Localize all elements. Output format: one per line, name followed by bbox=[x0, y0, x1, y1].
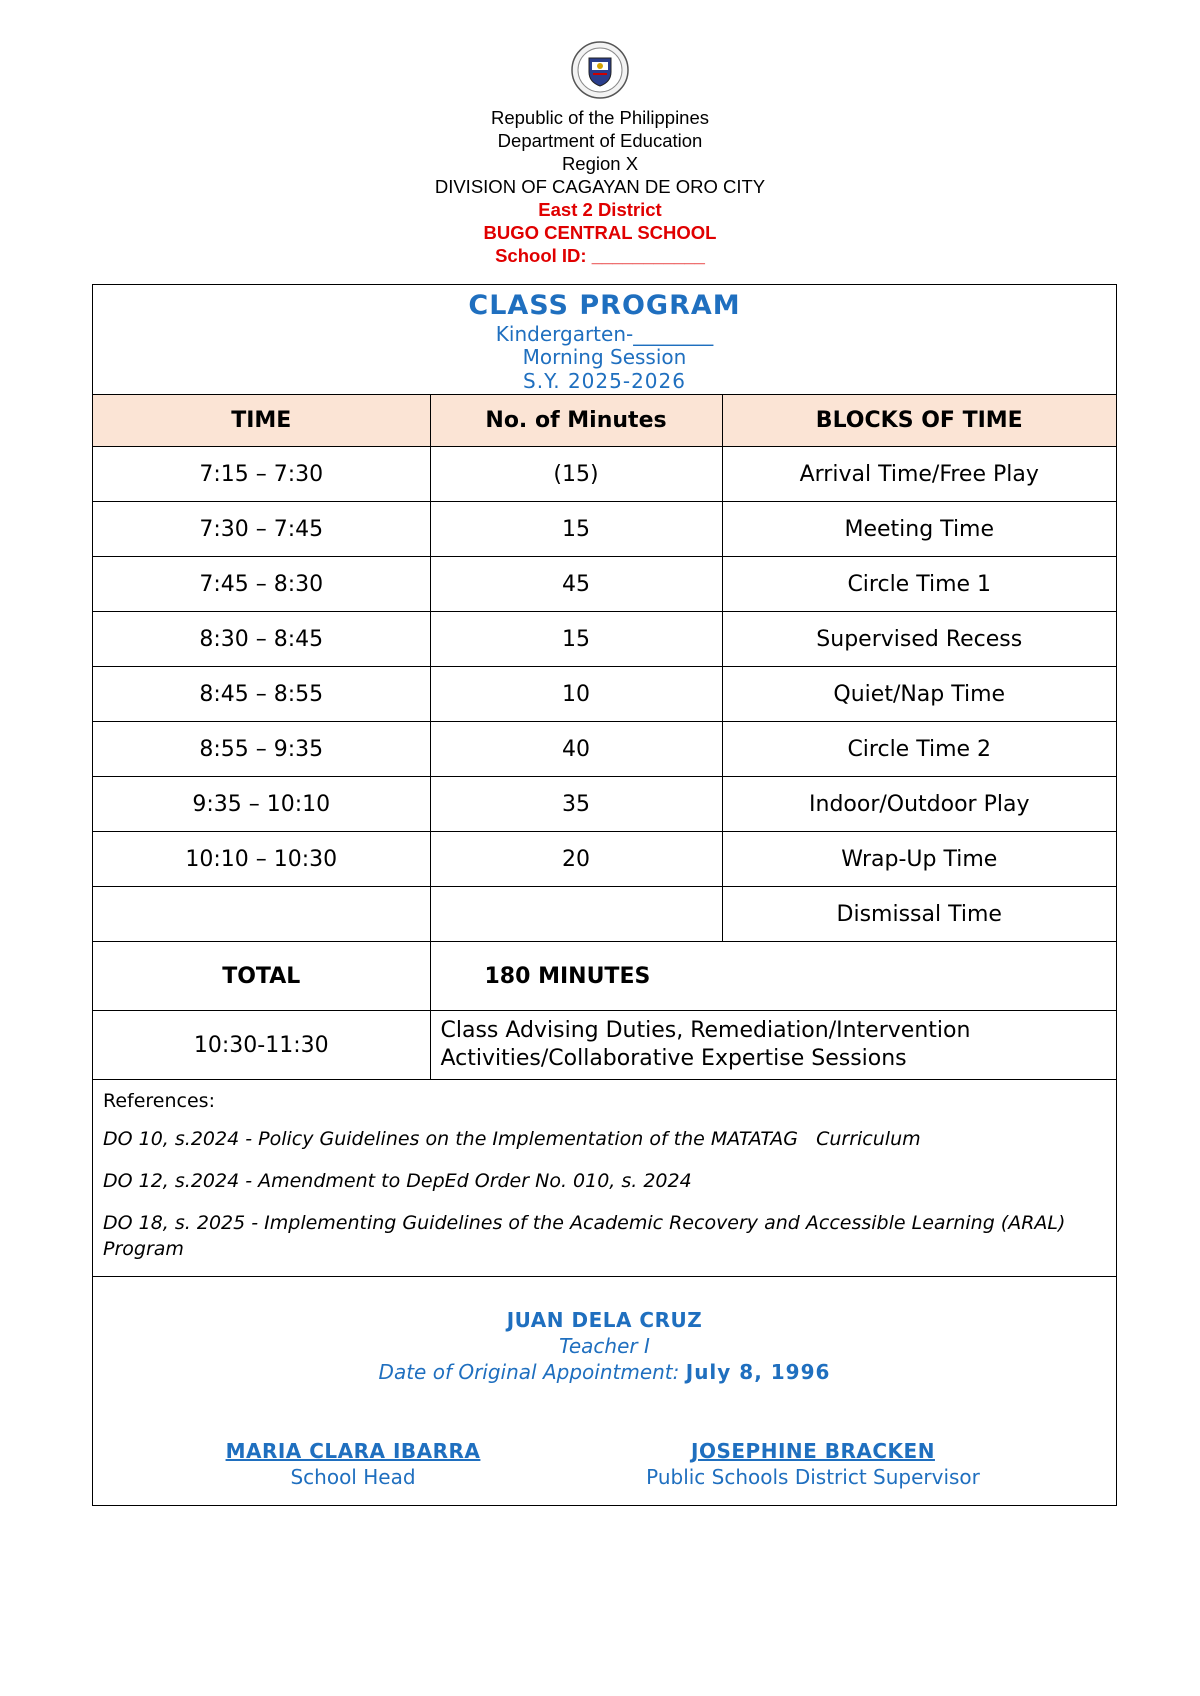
supervisor-name: JOSEPHINE BRACKEN bbox=[691, 1439, 935, 1463]
reference-item: DO 18, s. 2025 - Implementing Guidelines of the Academic Recovery and Accessible Learning (ARAL) Program bbox=[103, 1212, 1066, 1260]
school-year: S.Y. 2025-2026 bbox=[523, 369, 686, 393]
class-program-document bbox=[92, 284, 1117, 1506]
time-cell bbox=[93, 887, 430, 942]
supervisor-role: Public Schools District Supervisor bbox=[646, 1465, 980, 1489]
table-header-row bbox=[93, 395, 1116, 447]
school-name: BUGO CENTRAL SCHOOL bbox=[483, 222, 717, 243]
division-line: DIVISION OF CAGAYAN DE ORO CITY bbox=[434, 176, 766, 197]
time-cell: 8:55 – 9:35 bbox=[93, 722, 430, 777]
advising-time: 10:30-11:30 bbox=[93, 1011, 430, 1080]
time-cell: 7:45 – 8:30 bbox=[93, 557, 430, 612]
minutes-cell: (15) bbox=[430, 447, 722, 502]
references-section bbox=[93, 1080, 1116, 1277]
time-cell: 7:30 – 7:45 bbox=[93, 502, 430, 557]
table-row bbox=[93, 502, 1116, 557]
session-line: Morning Session bbox=[522, 345, 687, 369]
school-head-block bbox=[203, 1438, 503, 1490]
block-cell: Supervised Recess bbox=[722, 612, 1116, 667]
total-label: TOTAL bbox=[93, 942, 430, 1011]
deped-seal-icon bbox=[570, 40, 630, 100]
table-row bbox=[93, 667, 1116, 722]
time-cell: 7:15 – 7:30 bbox=[93, 447, 430, 502]
minutes-cell bbox=[430, 887, 722, 942]
department-line: Department of Education bbox=[497, 130, 703, 151]
block-cell: Quiet/Nap Time bbox=[722, 667, 1116, 722]
region-line: Region X bbox=[561, 153, 639, 174]
grade-line: Kindergarten-________ bbox=[495, 322, 714, 346]
block-cell: Arrival Time/Free Play bbox=[722, 447, 1116, 502]
table-row bbox=[93, 722, 1116, 777]
school-head-name: MARIA CLARA IBARRA bbox=[225, 1439, 481, 1463]
page-title: CLASS PROGRAM bbox=[468, 290, 741, 321]
time-cell: 8:30 – 8:45 bbox=[93, 612, 430, 667]
reference-item: DO 12, s.2024 - Amendment to DepEd Order No. 010, s. 2024 bbox=[103, 1170, 692, 1192]
header-minutes: No. of Minutes bbox=[430, 395, 722, 447]
minutes-cell: 45 bbox=[430, 557, 722, 612]
minutes-cell: 35 bbox=[430, 777, 722, 832]
time-cell: 10:10 – 10:30 bbox=[93, 832, 430, 887]
total-value: 180 MINUTES bbox=[430, 942, 1116, 1011]
block-cell: Meeting Time bbox=[722, 502, 1116, 557]
advising-line-2: Activities/Collaborative Expertise Sessions bbox=[440, 1046, 907, 1071]
table-row bbox=[93, 832, 1116, 887]
minutes-cell: 40 bbox=[430, 722, 722, 777]
table-row bbox=[93, 557, 1116, 612]
minutes-cell: 20 bbox=[430, 832, 722, 887]
signatories-section bbox=[93, 1277, 1116, 1505]
block-cell: Dismissal Time bbox=[722, 887, 1116, 942]
advising-description bbox=[430, 1011, 1116, 1080]
district-line: East 2 District bbox=[538, 199, 662, 220]
republic-line: Republic of the Philippines bbox=[490, 107, 710, 128]
header-time: TIME bbox=[93, 395, 430, 447]
table-row bbox=[93, 447, 1116, 502]
school-id: School ID: ___________ bbox=[495, 245, 705, 266]
total-row bbox=[93, 942, 1116, 1011]
supervisor-block bbox=[613, 1438, 1013, 1490]
teacher-block bbox=[93, 1307, 1116, 1385]
time-cell: 9:35 – 10:10 bbox=[93, 777, 430, 832]
block-cell: Circle Time 1 bbox=[722, 557, 1116, 612]
block-cell: Wrap-Up Time bbox=[722, 832, 1116, 887]
teacher-role: Teacher I bbox=[559, 1334, 650, 1358]
table-row bbox=[93, 887, 1116, 942]
minutes-cell: 10 bbox=[430, 667, 722, 722]
advising-line-1: Class Advising Duties, Remediation/Intervention bbox=[440, 1018, 971, 1043]
teacher-name: JUAN DELA CRUZ bbox=[506, 1308, 703, 1332]
minutes-cell: 15 bbox=[430, 502, 722, 557]
appointment-date: July 8, 1996 bbox=[685, 1360, 831, 1384]
block-cell: Indoor/Outdoor Play bbox=[722, 777, 1116, 832]
title-block bbox=[93, 285, 1116, 395]
table-row bbox=[93, 777, 1116, 832]
table-row bbox=[93, 612, 1116, 667]
advising-row bbox=[93, 1011, 1116, 1080]
schedule-table bbox=[93, 395, 1116, 1080]
school-head-role: School Head bbox=[290, 1465, 416, 1489]
appointment-line bbox=[93, 1359, 1116, 1385]
header-blocks: BLOCKS OF TIME bbox=[722, 395, 1116, 447]
references-heading: References: bbox=[103, 1090, 215, 1112]
letterhead bbox=[0, 40, 1200, 267]
minutes-cell: 15 bbox=[430, 612, 722, 667]
reference-item: DO 10, s.2024 - Policy Guidelines on the Implementation of the MATATAG Curriculum bbox=[103, 1128, 921, 1150]
appointment-label: Date of Original Appointment: bbox=[378, 1360, 680, 1384]
block-cell: Circle Time 2 bbox=[722, 722, 1116, 777]
time-cell: 8:45 – 8:55 bbox=[93, 667, 430, 722]
